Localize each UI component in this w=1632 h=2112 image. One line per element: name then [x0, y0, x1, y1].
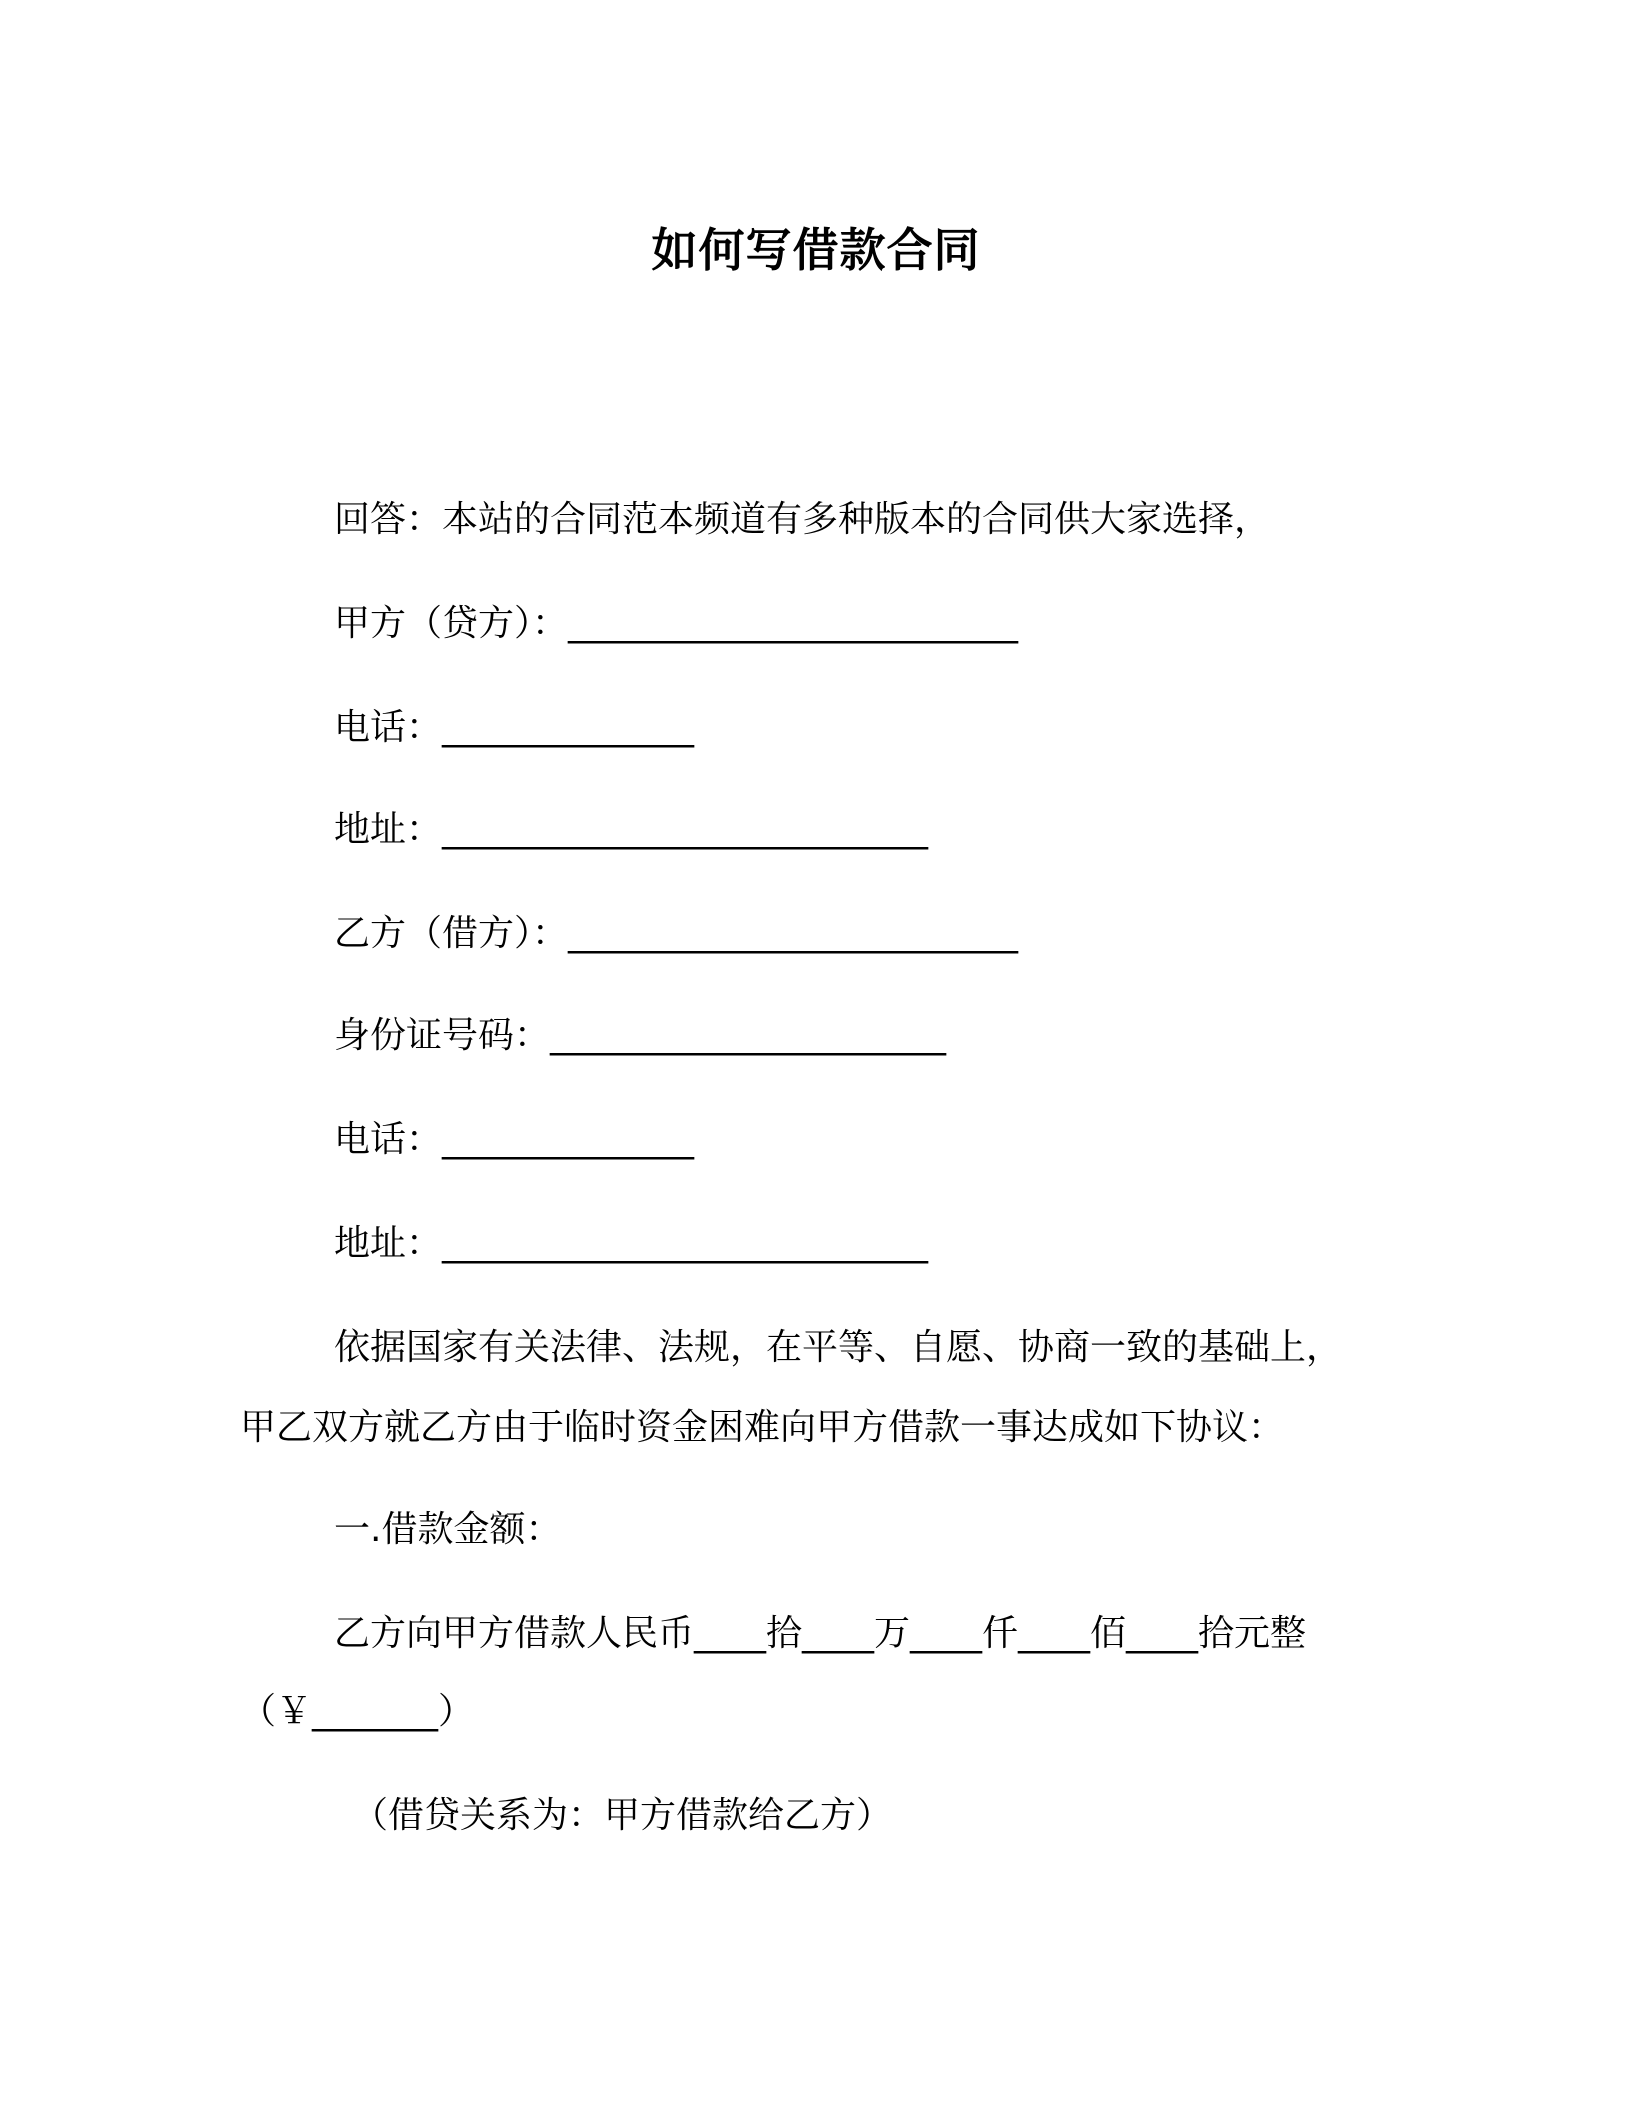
answer-intro: 回答：本站的合同范本频道有多种版本的合同供大家选择， [334, 499, 1271, 540]
lender-field: 甲方（贷方）：_________________________ [334, 603, 1019, 644]
borrower-address-field: 地址：___________________________ [334, 1223, 929, 1264]
document-title: 如何写借款合同 [651, 223, 981, 277]
loan-relationship-note: （借贷关系为：甲方借款给乙方） [352, 1795, 893, 1836]
borrower-id-field: 身份证号码：______________________ [334, 1015, 947, 1056]
borrower-phone-field: 电话：______________ [334, 1119, 695, 1160]
loan-amount-line: 乙方向甲方借款人民币____拾____万____仟____佰____拾元整 [334, 1613, 1307, 1654]
preamble-line-1: 依据国家有关法律、法规，在平等、自愿、协商一致的基础上， [334, 1327, 1343, 1368]
lender-phone-field: 电话：______________ [334, 707, 695, 748]
preamble-line-2: 甲乙双方就乙方由于临时资金困难向甲方借款一事达成如下协议： [240, 1407, 1285, 1448]
lender-address-field: 地址：___________________________ [334, 809, 929, 850]
borrower-field: 乙方（借方）：_________________________ [334, 913, 1019, 954]
section-loan-amount-heading: 一.借款金额： [334, 1509, 562, 1550]
loan-amount-figure: （￥_______） [240, 1691, 475, 1732]
